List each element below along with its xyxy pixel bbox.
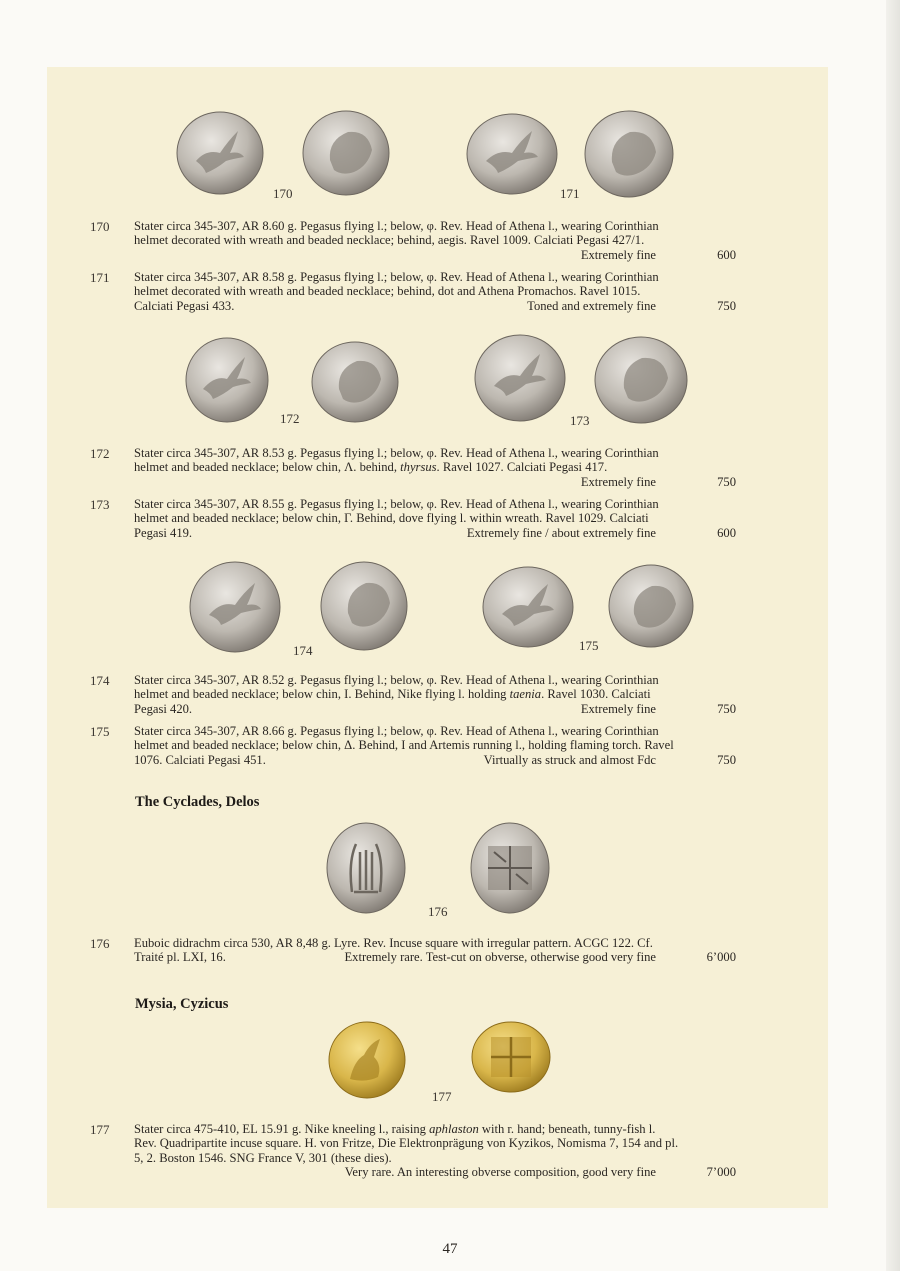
lot-description: Stater circa 345-307, AR 8.60 g. Pegasus flying l.; below, φ. Rev. Head of Athena l., wearing Corinthian helmet decorated with wreath and beaded necklace; behind, aegis. Ravel 1009. Calciati Pegasi 427/1. Extremely fine 600: [134, 219, 736, 262]
lot-price: 6’000: [706, 950, 736, 965]
lot-price: 750: [717, 474, 736, 489]
athena-head-coin-icon: [320, 561, 408, 651]
plate-label: 174: [293, 643, 313, 658]
lot-price: 600: [717, 525, 736, 540]
lot-description: Stater circa 475-410, EL 15.91 g. Nike kneeling l., raising aphlaston with r. hand; beneath, tunny-fish l. Rev. Quadripartite incuse square. H. von Fritze, Die Elektronprägung von Kyzikos, Nomisma 7, 154 and pl. 5, 2. Boston 1546. SNG France V, 301 (these dies). Very rare. An interesting obverse composition, good very fine 7’000: [134, 1122, 736, 1179]
pegasus-coin-icon: [185, 337, 269, 423]
lot-description: Stater circa 345-307, AR 8.66 g. Pegasus flying l.; below, φ. Rev. Head of Athena l., wearing Corinthian helmet and beaded necklace; below chin, Δ. Behind, I and Artemis running l., holding flaming torch. Ravel 1076. Calciati Pegasi 451. Virtually as struck and almost Fdc 750: [134, 724, 736, 767]
lot-description: Euboic didrachm circa 530, AR 8,48 g. Lyre. Rev. Incuse square with irregular pattern. ACGC 122. Cf. Traité pl. LXI, 16. Extremely rare. Test-cut on obverse, otherwise good very fine 6’000: [134, 936, 736, 965]
section-title: The Cyclades, Delos: [135, 794, 260, 810]
lot-price: 750: [717, 752, 736, 767]
lot-number: 174: [90, 673, 110, 688]
lot-grade: Extremely fine: [580, 474, 656, 489]
lot-grade: Extremely fine / about extremely fine: [466, 525, 656, 540]
lot-number: 171: [90, 270, 110, 285]
athena-head-coin-icon: [594, 336, 688, 424]
plate-label: 175: [579, 638, 599, 653]
lot-price: 7’000: [706, 1164, 736, 1179]
lot-number: 176: [90, 936, 110, 951]
lot-number: 172: [90, 446, 110, 461]
athena-head-coin-icon: [311, 341, 399, 423]
page-number: 47: [442, 1241, 458, 1257]
pegasus-coin-icon: [466, 113, 558, 195]
plate-label: 170: [273, 186, 293, 201]
plate-label: 177: [432, 1089, 452, 1104]
lot-number: 175: [90, 724, 110, 739]
pegasus-coin-icon: [482, 566, 574, 648]
plate-label: 173: [570, 413, 590, 428]
lot-grade: Toned and extremely fine: [527, 298, 656, 313]
lyre-coin-icon: [326, 822, 406, 914]
athena-head-coin-icon: [302, 110, 390, 196]
lot-grade: Virtually as struck and almost Fdc: [483, 752, 656, 767]
plate-label: 172: [280, 411, 300, 426]
athena-head-coin-icon: [584, 110, 674, 198]
plate-label: 171: [560, 186, 580, 201]
pegasus-coin-icon: [176, 111, 264, 195]
incuse-square-coin-icon: [471, 1021, 551, 1093]
lot-number: 177: [90, 1122, 110, 1137]
lot-description: Stater circa 345-307, AR 8.55 g. Pegasus flying l.; below, φ. Rev. Head of Athena l., wearing Corinthian helmet and beaded necklace; below chin, Γ. Behind, dove flying l. within wreath. Ravel 1029. Calciati Pegasi 419. Extremely fine / about extremely fine 600: [134, 497, 736, 540]
lot-grade: Extremely rare. Test-cut on obverse, otherwise good very fine: [344, 950, 656, 965]
lot-description: Stater circa 345-307, AR 8.53 g. Pegasus flying l.; below, φ. Rev. Head of Athena l., wearing Corinthian helmet and beaded necklace; below chin, Λ. behind, thyrsus. Ravel 1027. Calciati Pegasi 417. Extremely fine 750: [134, 446, 736, 489]
incuse-square-coin-icon: [470, 822, 550, 914]
lot-grade: Very rare. An interesting obverse composition, good very fine: [344, 1164, 656, 1179]
lot-price: 750: [717, 298, 736, 313]
lot-grade: Extremely fine: [580, 247, 656, 262]
page-spine: [886, 0, 900, 1271]
lot-number: 173: [90, 497, 110, 512]
pegasus-coin-icon: [474, 334, 566, 422]
pegasus-coin-icon: [189, 561, 281, 653]
lot-description: Stater circa 345-307, AR 8.58 g. Pegasus flying l.; below, φ. Rev. Head of Athena l., wearing Corinthian helmet decorated with wreath and beaded necklace; behind, dot and Athena Promachos. Ravel 1015. Calciati Pegasi 433. Toned and extremely fine 750: [134, 270, 736, 313]
section-title: Mysia, Cyzicus: [135, 996, 229, 1012]
lot-description: Stater circa 345-307, AR 8.52 g. Pegasus flying l.; below, φ. Rev. Head of Athena l., wearing Corinthian helmet and beaded necklace; below chin, I. Behind, Nike flying l. holding taenia. Ravel 1030. Calciati Pegasi 420. Extremely fine 750: [134, 673, 736, 716]
lot-grade: Extremely fine: [580, 701, 656, 716]
nike-coin-icon: [328, 1021, 406, 1099]
athena-head-coin-icon: [608, 564, 694, 648]
lot-price: 600: [717, 247, 736, 262]
lot-number: 170: [90, 219, 110, 234]
plate-label: 176: [428, 904, 448, 919]
lot-price: 750: [717, 701, 736, 716]
